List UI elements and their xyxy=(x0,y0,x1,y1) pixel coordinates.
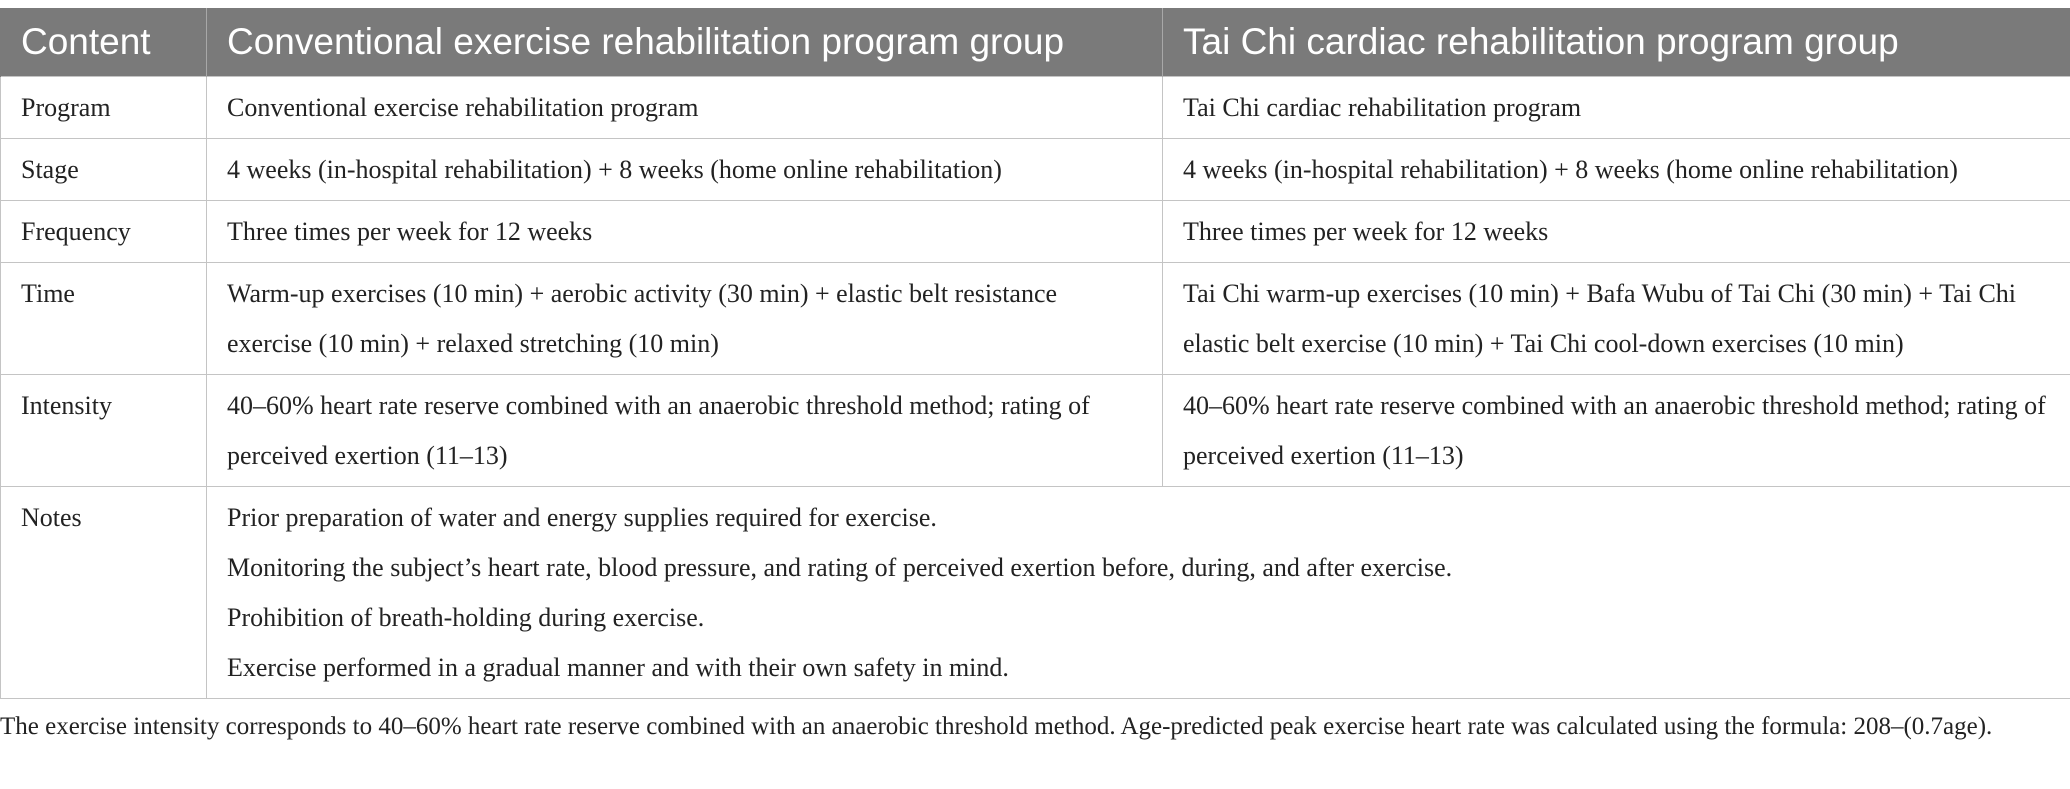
table-row-program xyxy=(1,77,2070,139)
table-row-frequency xyxy=(1,201,2070,263)
rehabilitation-program-table xyxy=(0,8,2070,699)
taichi-cell: 4 weeks (in-hospital rehabilitation) + 8 weeks (home online rehabilitation) xyxy=(1163,139,2070,201)
header-conventional-group: Conventional exercise rehabilitation program group xyxy=(207,8,1163,77)
table-header xyxy=(1,8,2070,77)
taichi-cell: Tai Chi cardiac rehabilitation program xyxy=(1163,77,2070,139)
row-label: Stage xyxy=(1,139,207,201)
header-taichi-group: Tai Chi cardiac rehabilitation program group xyxy=(1163,8,2070,77)
table-row-time xyxy=(1,263,2070,375)
header-content: Content xyxy=(1,8,207,77)
notes-cell xyxy=(207,487,2070,699)
conventional-cell: Warm-up exercises (10 min) + aerobic activity (30 min) + elastic belt resistance exercise (10 min) + relaxed stretching (10 min) xyxy=(207,263,1163,375)
row-label: Time xyxy=(1,263,207,375)
taichi-cell: Tai Chi warm-up exercises (10 min) + Bafa Wubu of Tai Chi (30 min) + Tai Chi elastic belt exercise (10 min) + Tai Chi cool-down exercises (10 min) xyxy=(1163,263,2070,375)
conventional-cell: 4 weeks (in-hospital rehabilitation) + 8 weeks (home online rehabilitation) xyxy=(207,139,1163,201)
table-row-intensity xyxy=(1,375,2070,487)
table-footnote: The exercise intensity corresponds to 40–60% heart rate reserve combined with an anaerobic threshold method. Age-predicted peak exercise heart rate was calculated using the formula: 208–(0.7age). xyxy=(0,713,1993,740)
note-line: Prior preparation of water and energy supplies required for exercise. xyxy=(227,503,937,532)
note-line: Monitoring the subject’s heart rate, blood pressure, and rating of perceived exertion before, during, and after exercise. xyxy=(227,553,1453,582)
table-row-notes xyxy=(1,487,2070,699)
note-line: Exercise performed in a gradual manner and with their own safety in mind. xyxy=(227,653,1009,682)
taichi-cell: 40–60% heart rate reserve combined with an anaerobic threshold method; rating of perceived exertion (11–13) xyxy=(1163,375,2070,487)
conventional-cell: Three times per week for 12 weeks xyxy=(207,201,1163,263)
taichi-cell: Three times per week for 12 weeks xyxy=(1163,201,2070,263)
row-label: Program xyxy=(1,77,207,139)
header-row xyxy=(1,8,2070,77)
row-label: Intensity xyxy=(1,375,207,487)
table-body xyxy=(1,77,2070,699)
program-table-container xyxy=(0,8,2070,699)
table-row-stage xyxy=(1,139,2070,201)
row-label: Notes xyxy=(1,487,207,699)
conventional-cell: 40–60% heart rate reserve combined with an anaerobic threshold method; rating of perceived exertion (11–13) xyxy=(207,375,1163,487)
note-line: Prohibition of breath-holding during exercise. xyxy=(227,603,705,632)
conventional-cell: Conventional exercise rehabilitation program xyxy=(207,77,1163,139)
row-label: Frequency xyxy=(1,201,207,263)
